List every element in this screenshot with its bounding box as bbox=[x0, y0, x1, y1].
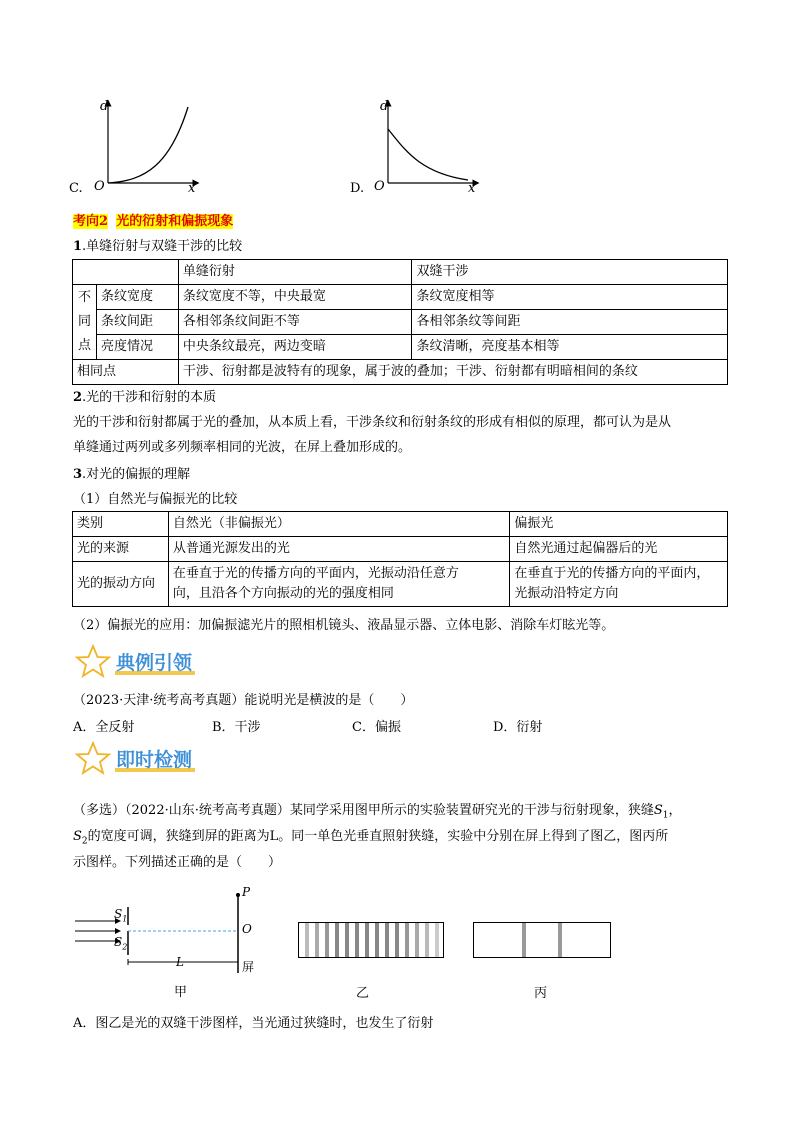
question-2-text: 的宽度可调，狭缝到屏的距离为L。同一单色光垂直照射狭缝，实验中分别在屏上得到了图乙，图丙所 bbox=[87, 829, 669, 844]
point-p bbox=[236, 893, 240, 897]
table-cell bbox=[168, 562, 509, 607]
graph-c-origin: O bbox=[94, 179, 105, 194]
table-header-single-slit: 单缝衍射 bbox=[178, 260, 412, 285]
table-row-label: 条纹宽度 bbox=[96, 285, 178, 310]
section-2-para-2: 单缝通过两列或多列频率相同的光波，在屏上叠加形成的。 bbox=[73, 440, 412, 455]
section-3-title: .对光的偏振的理解 bbox=[82, 467, 191, 482]
banner-check: 即时检测 bbox=[116, 749, 193, 771]
section-3-sub-1: （1）自然光与偏振光的比较 bbox=[73, 492, 238, 507]
topic-title: 光的衍射和偏振现象 bbox=[116, 214, 234, 229]
table-group-label bbox=[73, 285, 97, 360]
section-2-title: .光的干涉和衍射的本质 bbox=[82, 390, 217, 405]
question-1-option-d[interactable]: D．衍射 bbox=[493, 720, 543, 735]
table-cell: 从普通光源发出的光 bbox=[168, 537, 509, 562]
figure-jia-caption: 甲 bbox=[174, 985, 188, 1000]
slit-s2-symbol: S bbox=[73, 829, 82, 844]
table-cell: 条纹宽度不等，中央最宽 bbox=[178, 285, 412, 310]
label-s2: $S_2$ bbox=[114, 935, 128, 952]
section-2-number: 2 bbox=[73, 390, 83, 405]
table-cell-empty bbox=[73, 260, 179, 285]
table-row-label: 亮度情况 bbox=[96, 335, 178, 360]
table-cell: 条纹清晰，亮度基本相等 bbox=[412, 335, 728, 360]
table-cell: 中央条纹最亮，两边变暗 bbox=[178, 335, 412, 360]
graph-d-y-label: d bbox=[380, 99, 389, 114]
table-header-category: 类别 bbox=[73, 512, 169, 537]
table-cell bbox=[510, 562, 728, 607]
table-row-label: 条纹间距 bbox=[96, 310, 178, 335]
group-char: 不 bbox=[77, 290, 91, 305]
topic-tag: 考向2 bbox=[73, 214, 109, 229]
graph-c bbox=[70, 95, 210, 205]
question-1-option-c[interactable]: C．偏振 bbox=[352, 720, 401, 735]
figure-jia bbox=[70, 885, 270, 1000]
graph-c-curve bbox=[108, 107, 188, 183]
table-row bbox=[73, 285, 728, 310]
figure-yi-pattern bbox=[298, 922, 444, 958]
question-2-line-1 bbox=[73, 799, 682, 821]
table-row-label: 光的振动方向 bbox=[73, 562, 169, 607]
star-icon bbox=[75, 644, 111, 678]
question-2-line-2 bbox=[73, 825, 668, 847]
table-row-label: 相同点 bbox=[73, 360, 179, 385]
section-2-para-1: 光的干涉和衍射都属于光的叠加，从本质上看，干涉条纹和衍射条纹的形成有相似的原理，都可认为是从 bbox=[73, 415, 672, 430]
figure-yi-caption: 乙 bbox=[356, 986, 370, 1001]
question-2-text: （多选）（2022·山东·统考高考真题）某同学采用图甲所示的实验装置研究光的干涉与衍射现象，狭缝 bbox=[73, 803, 654, 818]
question-2-line-3: 示图样。下列描述正确的是（ ） bbox=[73, 855, 282, 870]
table-cell: 各相邻条纹等间距 bbox=[412, 310, 728, 335]
graph-c-x-label: x bbox=[188, 181, 196, 196]
banner-example: 典例引领 bbox=[116, 652, 193, 674]
table-row bbox=[73, 537, 728, 562]
section-1-title: .单缝衍射与双缝干涉的比较 bbox=[82, 239, 243, 254]
cell-line: 光振动沿特定方向 bbox=[514, 586, 619, 601]
graph-d-origin: O bbox=[374, 179, 385, 194]
figure-jia-svg bbox=[70, 885, 270, 980]
table-row-label: 光的来源 bbox=[73, 537, 169, 562]
section-3-number: 3 bbox=[73, 467, 83, 482]
cell-line: 在垂直于光的传播方向的平面内， bbox=[514, 566, 710, 581]
slit-s2-subscript: 2 bbox=[81, 836, 88, 847]
table-cell: 条纹宽度相等 bbox=[412, 285, 728, 310]
figure-bing-pattern bbox=[473, 922, 611, 958]
star-icon bbox=[75, 741, 111, 775]
comparison-table-polarization bbox=[72, 511, 728, 607]
label-p: P bbox=[242, 885, 251, 899]
graph-d-curve bbox=[388, 129, 468, 180]
group-char: 同 bbox=[77, 314, 91, 329]
table-cell: 干涉、衍射都是波特有的现象，属于波的叠加；干涉、衍射都有明暗相间的条纹 bbox=[178, 360, 727, 385]
table-cell: 自然光通过起偏器后的光 bbox=[510, 537, 728, 562]
table-row bbox=[73, 260, 728, 285]
label-o: O bbox=[242, 922, 252, 936]
question-2-option-a[interactable]: A．图乙是光的双缝干涉图样，当光通过狭缝时，也发生了衍射 bbox=[73, 1016, 434, 1031]
cell-line: 向，且沿各个方向振动的光的强度相同 bbox=[172, 586, 394, 601]
section-2-heading bbox=[73, 386, 216, 405]
label-screen: 屏 bbox=[242, 960, 255, 974]
section-3-sub-2: （2）偏振光的应用：加偏振滤光片的照相机镜头、液晶显示器、立体电影、消除车灯眩光等。 bbox=[73, 618, 615, 633]
table-row bbox=[73, 310, 728, 335]
figure-bing-caption: 丙 bbox=[534, 986, 548, 1001]
topic-heading bbox=[73, 210, 233, 229]
label-s1: $S_1$ bbox=[114, 907, 128, 924]
slit-s1-symbol: S bbox=[653, 803, 663, 818]
question-1-option-b[interactable]: B．干涉 bbox=[212, 720, 261, 735]
table-header-polarized-light: 偏振光 bbox=[510, 512, 728, 537]
table-row bbox=[73, 360, 728, 385]
comparison-table-diffraction-interference bbox=[72, 259, 728, 385]
section-1-heading bbox=[73, 235, 242, 254]
graph-c-y-label: d bbox=[100, 99, 109, 114]
question-1-option-a[interactable]: A．全反射 bbox=[73, 720, 135, 735]
group-char: 点 bbox=[77, 338, 91, 353]
slit-s1-subscript: 1 bbox=[662, 810, 669, 821]
question-2-comma: ， bbox=[668, 803, 682, 818]
label-l: L bbox=[176, 955, 184, 969]
table-row bbox=[73, 512, 728, 537]
table-row bbox=[73, 562, 728, 607]
table-header-natural-light: 自然光（非偏振光） bbox=[168, 512, 509, 537]
graph-d-x-label: x bbox=[468, 181, 476, 196]
section-1-number: 1 bbox=[73, 239, 83, 254]
table-row bbox=[73, 335, 728, 360]
cell-line: 在垂直于光的传播方向的平面内，光振动沿任意方 bbox=[172, 566, 459, 581]
graph-c-letter: C. bbox=[69, 181, 83, 196]
graph-d-letter: D. bbox=[350, 181, 365, 196]
graph-d bbox=[350, 95, 490, 205]
question-1-stem: （2023·天津·统考高考真题）能说明光是横波的是（ ） bbox=[73, 693, 414, 708]
table-header-double-slit: 双缝干涉 bbox=[412, 260, 728, 285]
section-3-heading bbox=[73, 463, 190, 482]
table-cell: 各相邻条纹间距不等 bbox=[178, 310, 412, 335]
